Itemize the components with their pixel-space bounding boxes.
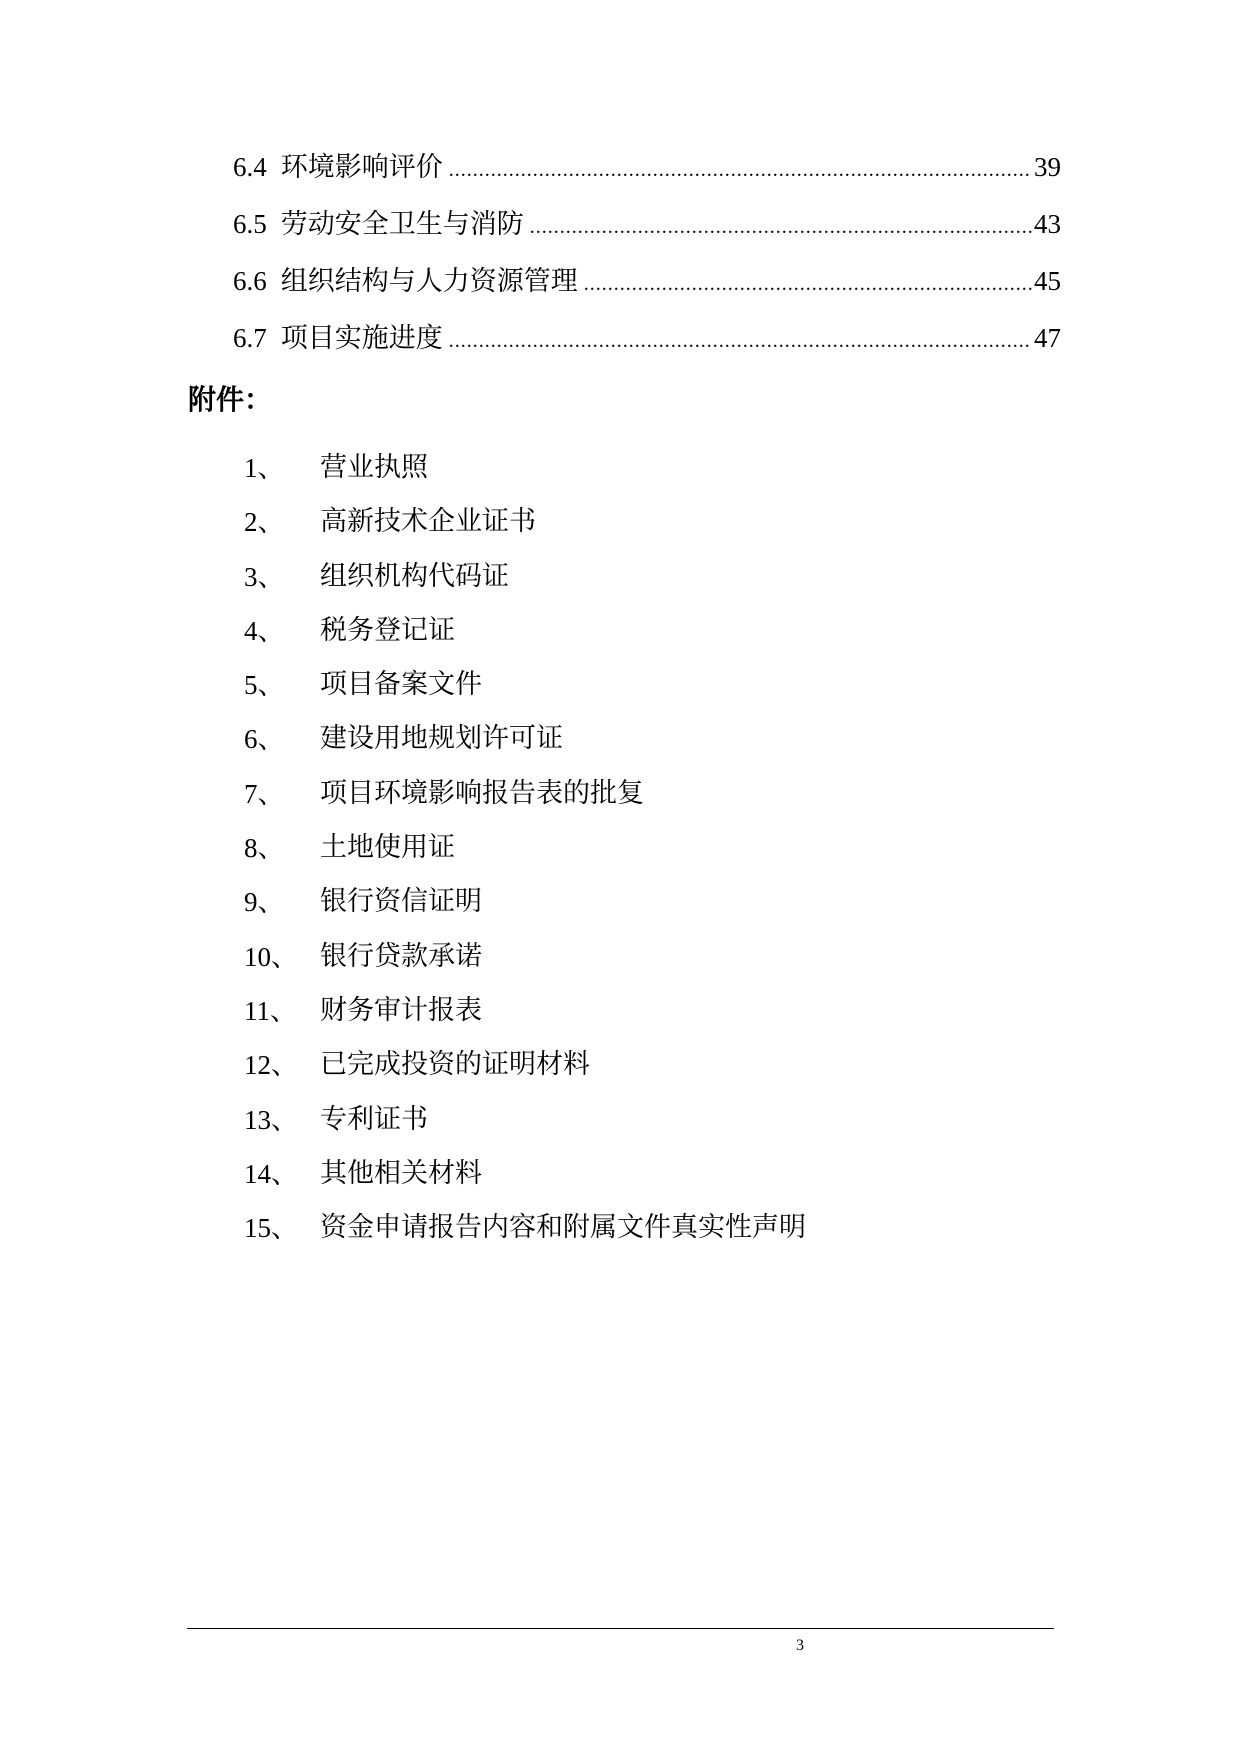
- attachment-text: 银行贷款承诺: [320, 940, 482, 972]
- page-number: 3: [796, 1637, 804, 1654]
- toc-entry-page: 45: [1034, 266, 1061, 296]
- attachment-item: [244, 1154, 1064, 1208]
- attachment-text: 资金申请报告内容和附属文件真实性声明: [320, 1212, 806, 1244]
- attachment-item: [244, 774, 1064, 828]
- attachment-number: 2、: [244, 507, 285, 538]
- attachment-number: 12、: [244, 1050, 298, 1081]
- toc-entry[interactable]: [233, 261, 1061, 318]
- toc-entry[interactable]: [233, 318, 1061, 375]
- toc-entry-number: 6.5: [233, 209, 267, 239]
- attachment-text: 银行资信证明: [320, 886, 482, 918]
- attachment-number: 13、: [244, 1104, 298, 1135]
- toc-entry-title: 项目实施进度: [280, 323, 443, 354]
- attachment-item: [244, 502, 1064, 556]
- toc-entry-title: 环境影响评价: [280, 152, 443, 183]
- attachment-text: 营业执照: [320, 452, 428, 483]
- toc-entry[interactable]: [233, 147, 1061, 204]
- attachment-item: [244, 448, 1064, 502]
- toc-entry-page: 47: [1034, 323, 1061, 353]
- toc-dot-leader: [449, 321, 1032, 361]
- attachment-number: 14、: [244, 1158, 298, 1189]
- attachment-number: 9、: [244, 887, 285, 918]
- toc-entry-page: 39: [1034, 152, 1061, 182]
- footer-divider: [187, 1628, 1054, 1629]
- attachment-item: [244, 1208, 1064, 1262]
- attachments-heading: 附件：: [188, 383, 273, 416]
- attachment-text: 专利证书: [320, 1103, 428, 1135]
- attachment-text: 组织机构代码证: [320, 560, 509, 592]
- toc-dot-leader: [584, 264, 1032, 304]
- attachment-item: [244, 1045, 1064, 1099]
- toc-entry-page: 43: [1034, 209, 1061, 239]
- attachment-number: 4、: [244, 615, 285, 646]
- toc-entry-title: 劳动安全卫生与消防: [280, 209, 524, 240]
- attachment-number: 8、: [244, 833, 285, 864]
- toc-entry-number: 6.6: [233, 266, 267, 296]
- attachment-item: [244, 991, 1064, 1045]
- attachment-text: 项目备案文件: [320, 669, 482, 701]
- attachment-number: 11、: [244, 995, 297, 1026]
- attachment-item: [244, 937, 1064, 991]
- attachment-text: 其他相关材料: [320, 1157, 482, 1189]
- toc-entry[interactable]: [233, 204, 1061, 261]
- toc-entry-number: 6.4: [233, 152, 267, 182]
- attachment-number: 5、: [244, 670, 285, 701]
- attachment-number: 3、: [244, 561, 285, 592]
- attachment-text: 财务审计报表: [320, 994, 482, 1026]
- attachment-text: 高新技术企业证书: [320, 506, 536, 538]
- attachment-item: [244, 1100, 1064, 1154]
- attachments-list: [244, 448, 1064, 1262]
- attachment-item: [244, 557, 1064, 611]
- attachment-text: 税务登记证: [320, 614, 455, 646]
- attachment-text: 项目环境影响报告表的批复: [320, 777, 644, 809]
- attachment-number: 15、: [244, 1213, 298, 1244]
- attachment-item: [244, 719, 1064, 773]
- toc-entry-title: 组织结构与人力资源管理: [280, 266, 578, 297]
- attachment-number: 1、: [244, 453, 285, 483]
- toc-dot-leader: [530, 207, 1032, 247]
- attachment-number: 7、: [244, 778, 285, 809]
- attachment-item: [244, 882, 1064, 936]
- attachment-text: 土地使用证: [320, 832, 455, 864]
- attachment-number: 6、: [244, 724, 285, 755]
- toc-dot-leader: [449, 150, 1032, 190]
- table-of-contents: [233, 147, 1061, 375]
- attachment-number: 10、: [244, 941, 298, 972]
- attachment-text: 建设用地规划许可证: [320, 723, 563, 755]
- attachment-item: [244, 828, 1064, 882]
- attachment-item: [244, 665, 1064, 719]
- attachment-text: 已完成投资的证明材料: [320, 1049, 590, 1081]
- toc-entry-number: 6.7: [233, 323, 267, 353]
- attachment-item: [244, 611, 1064, 665]
